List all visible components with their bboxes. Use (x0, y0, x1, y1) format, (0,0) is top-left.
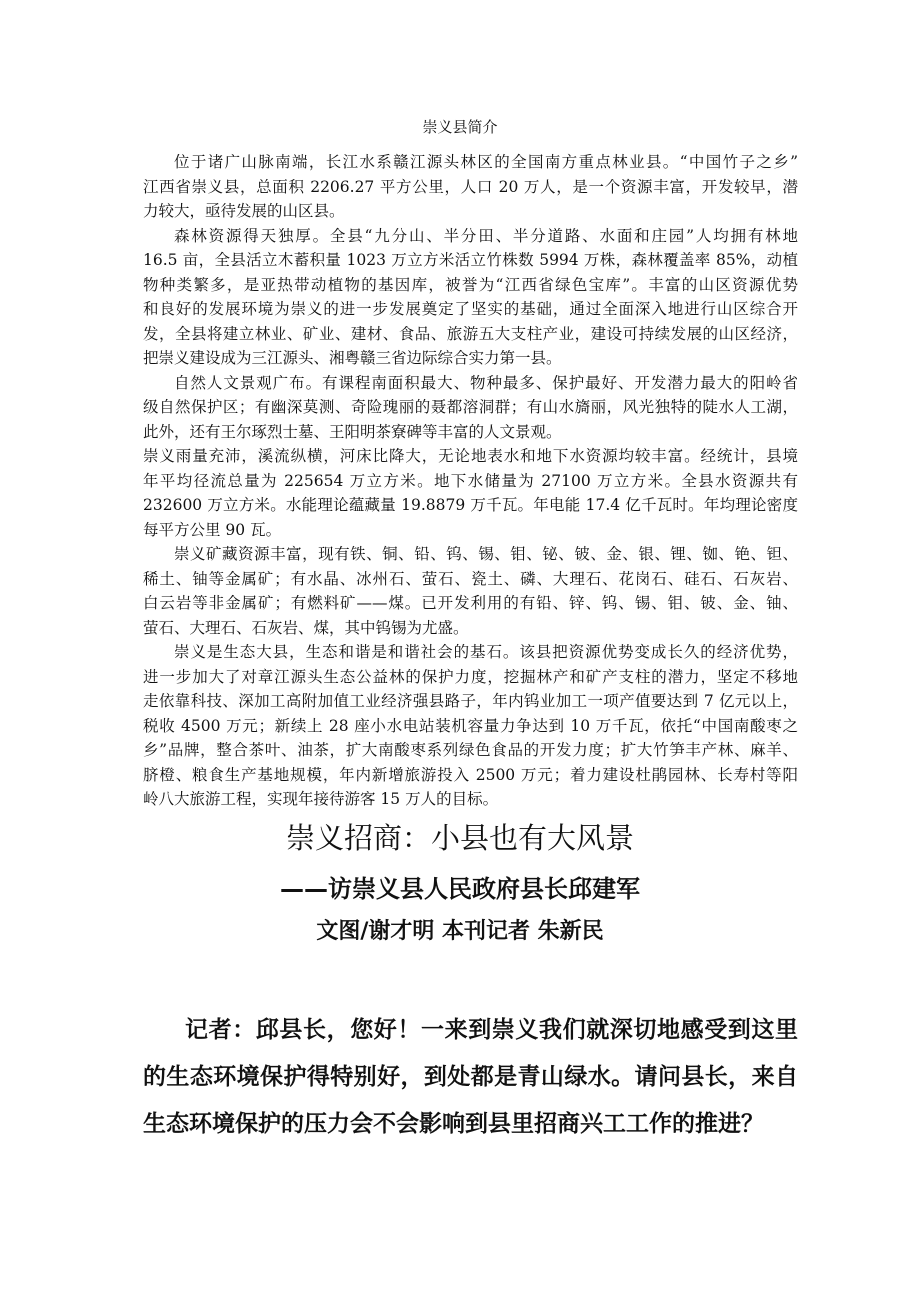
paragraph-line: 16.5 亩，全县活立木蓄积量 1023 万立方米活立竹株数 5994 万株，森林覆盖率 85%，动植 (143, 251, 798, 269)
intro-body (143, 150, 798, 812)
paragraph-line: 把崇义建设成为三江源头、湘粤赣三省边际综合实力第一县。 (143, 349, 562, 367)
paragraph-line: 物种类繁多，是亚热带动植物的基因库，被誉为“江西省绿色宝库”。丰富的山区资源优势 (143, 275, 798, 294)
paragraph-line: 发，全县将建立林业、矿业、建材、食品、旅游五大支柱产业，建设可持续发展的山区经济， (143, 324, 798, 343)
paragraph-line: 萤石、大理石、石灰岩、煤，其中钨锡为尤盛。 (143, 618, 469, 637)
paragraph-line: 稀土、铀等金属矿；有水晶、冰州石、萤石、瓷土、磷、大理石、花岗石、硅石、石灰岩、 (143, 569, 798, 588)
paragraph-line: 乡”品牌，整合茶叶、油茶，扩大南酸枣系列绿色食品的开发力度；扩大竹笋丰产林、麻羊、 (143, 741, 798, 759)
paragraph-line: 年平均径流总量为 225654 万立方米。地下水储量为 27100 万立方米。全县水资源共有 (143, 471, 798, 490)
paragraph-line: 白云岩等非金属矿；有燃料矿——煤。已开发利用的有铅、锌、钨、锡、钼、铍、金、铀、 (143, 594, 798, 612)
article-headline: 崇义招商：小县也有大风景 (285, 821, 634, 855)
paragraph-line: 江西省崇义县，总面积 2206.27 平方公里，人口 20 万人，是一个资源丰富，开发较早，潜 (143, 177, 798, 196)
paragraph-line: 走依靠科技、深加工高附加值工业经济强县路子，年内钨业加工一项产值要达到 7 亿元以上， (143, 692, 798, 710)
paragraph-line: 崇义是生态大县，生态和谐是和谐社会的基石。该县把资源优势变成长久的经济优势， (174, 643, 798, 661)
paragraph-line: 和良好的发展环境为崇义的进一步发展奠定了坚实的基础，通过全面深入地进行山区综合开 (143, 300, 798, 318)
paragraph-line: 位于诸广山脉南端，长江水系赣江源头林区的全国南方重点林业县。“中国竹子之乡” (174, 153, 798, 171)
question-line: 记者：邱县长，您好！一来到崇义我们就深切地感受到这里 (185, 1016, 798, 1043)
paragraph-line: 崇义矿藏资源丰富，现有铁、铜、铅、钨、锡、钼、铋、铍、金、银、锂、铷、铯、钽、 (174, 545, 798, 563)
article-byline: 文图/谢才明 本刊记者 朱新民 (316, 919, 604, 944)
paragraph-line: 此外，还有王尔琢烈士墓、王阳明茶寮碑等丰富的人文景观。 (143, 422, 562, 441)
paragraph-line: 岭八大旅游工程，实现年接待游客 15 万人的目标。 (143, 790, 499, 808)
paragraph-line: 232600 万立方米。水能理论蕴藏量 19.8879 万千瓦。年电能 17.4 亿千瓦时。年均理论密度 (143, 496, 798, 514)
paragraph-line: 每平方公里 90 瓦。 (143, 520, 282, 539)
paragraph-line: 崇义雨量充沛，溪流纵横，河床比降大，无论地表水和地下水资源均较丰富。经统计，县境 (143, 447, 798, 465)
question-line: 生态环境保护的压力会不会影响到县里招商兴工工作的推进？ (143, 1110, 764, 1137)
document-title: 崇义县简介 (422, 118, 498, 136)
paragraph-line: 进一步加大了对章江源头生态公益林的保护力度，挖掘林产和矿产支柱的潜力，坚定不移地 (143, 667, 798, 686)
paragraph-line: 级自然保护区；有幽深莫测、奇险瑰丽的聂都溶洞群；有山水旖丽，风光独特的陡水人工湖， (143, 398, 798, 416)
paragraph-line: 力较大，亟待发展的山区县。 (143, 202, 345, 220)
paragraph-line: 自然人文景观广布。有课程南面积最大、物种最多、保护最好、开发潜力最大的阳岭省 (174, 373, 798, 392)
interview-question (143, 1010, 798, 1151)
paragraph-line: 森林资源得天独厚。全县“九分山、半分田、半分道路、水面和庄园”人均拥有林地 (174, 226, 798, 245)
question-line: 的生态环境保护得特别好，到处都是青山绿水。请问县长，来自 (143, 1063, 798, 1090)
article-subtitle: ——访崇义县人民政府县长邱建军 (280, 875, 640, 903)
paragraph-line: 税收 4500 万元；新续上 28 座小水电站装机容量力争达到 10 万千瓦，依托“中国南酸枣之 (143, 716, 798, 735)
paragraph-line: 脐橙、粮食生产基地规模，年内新增旅游投入 2500 万元；着力建设杜鹃园林、长寿村等阳 (143, 765, 798, 784)
